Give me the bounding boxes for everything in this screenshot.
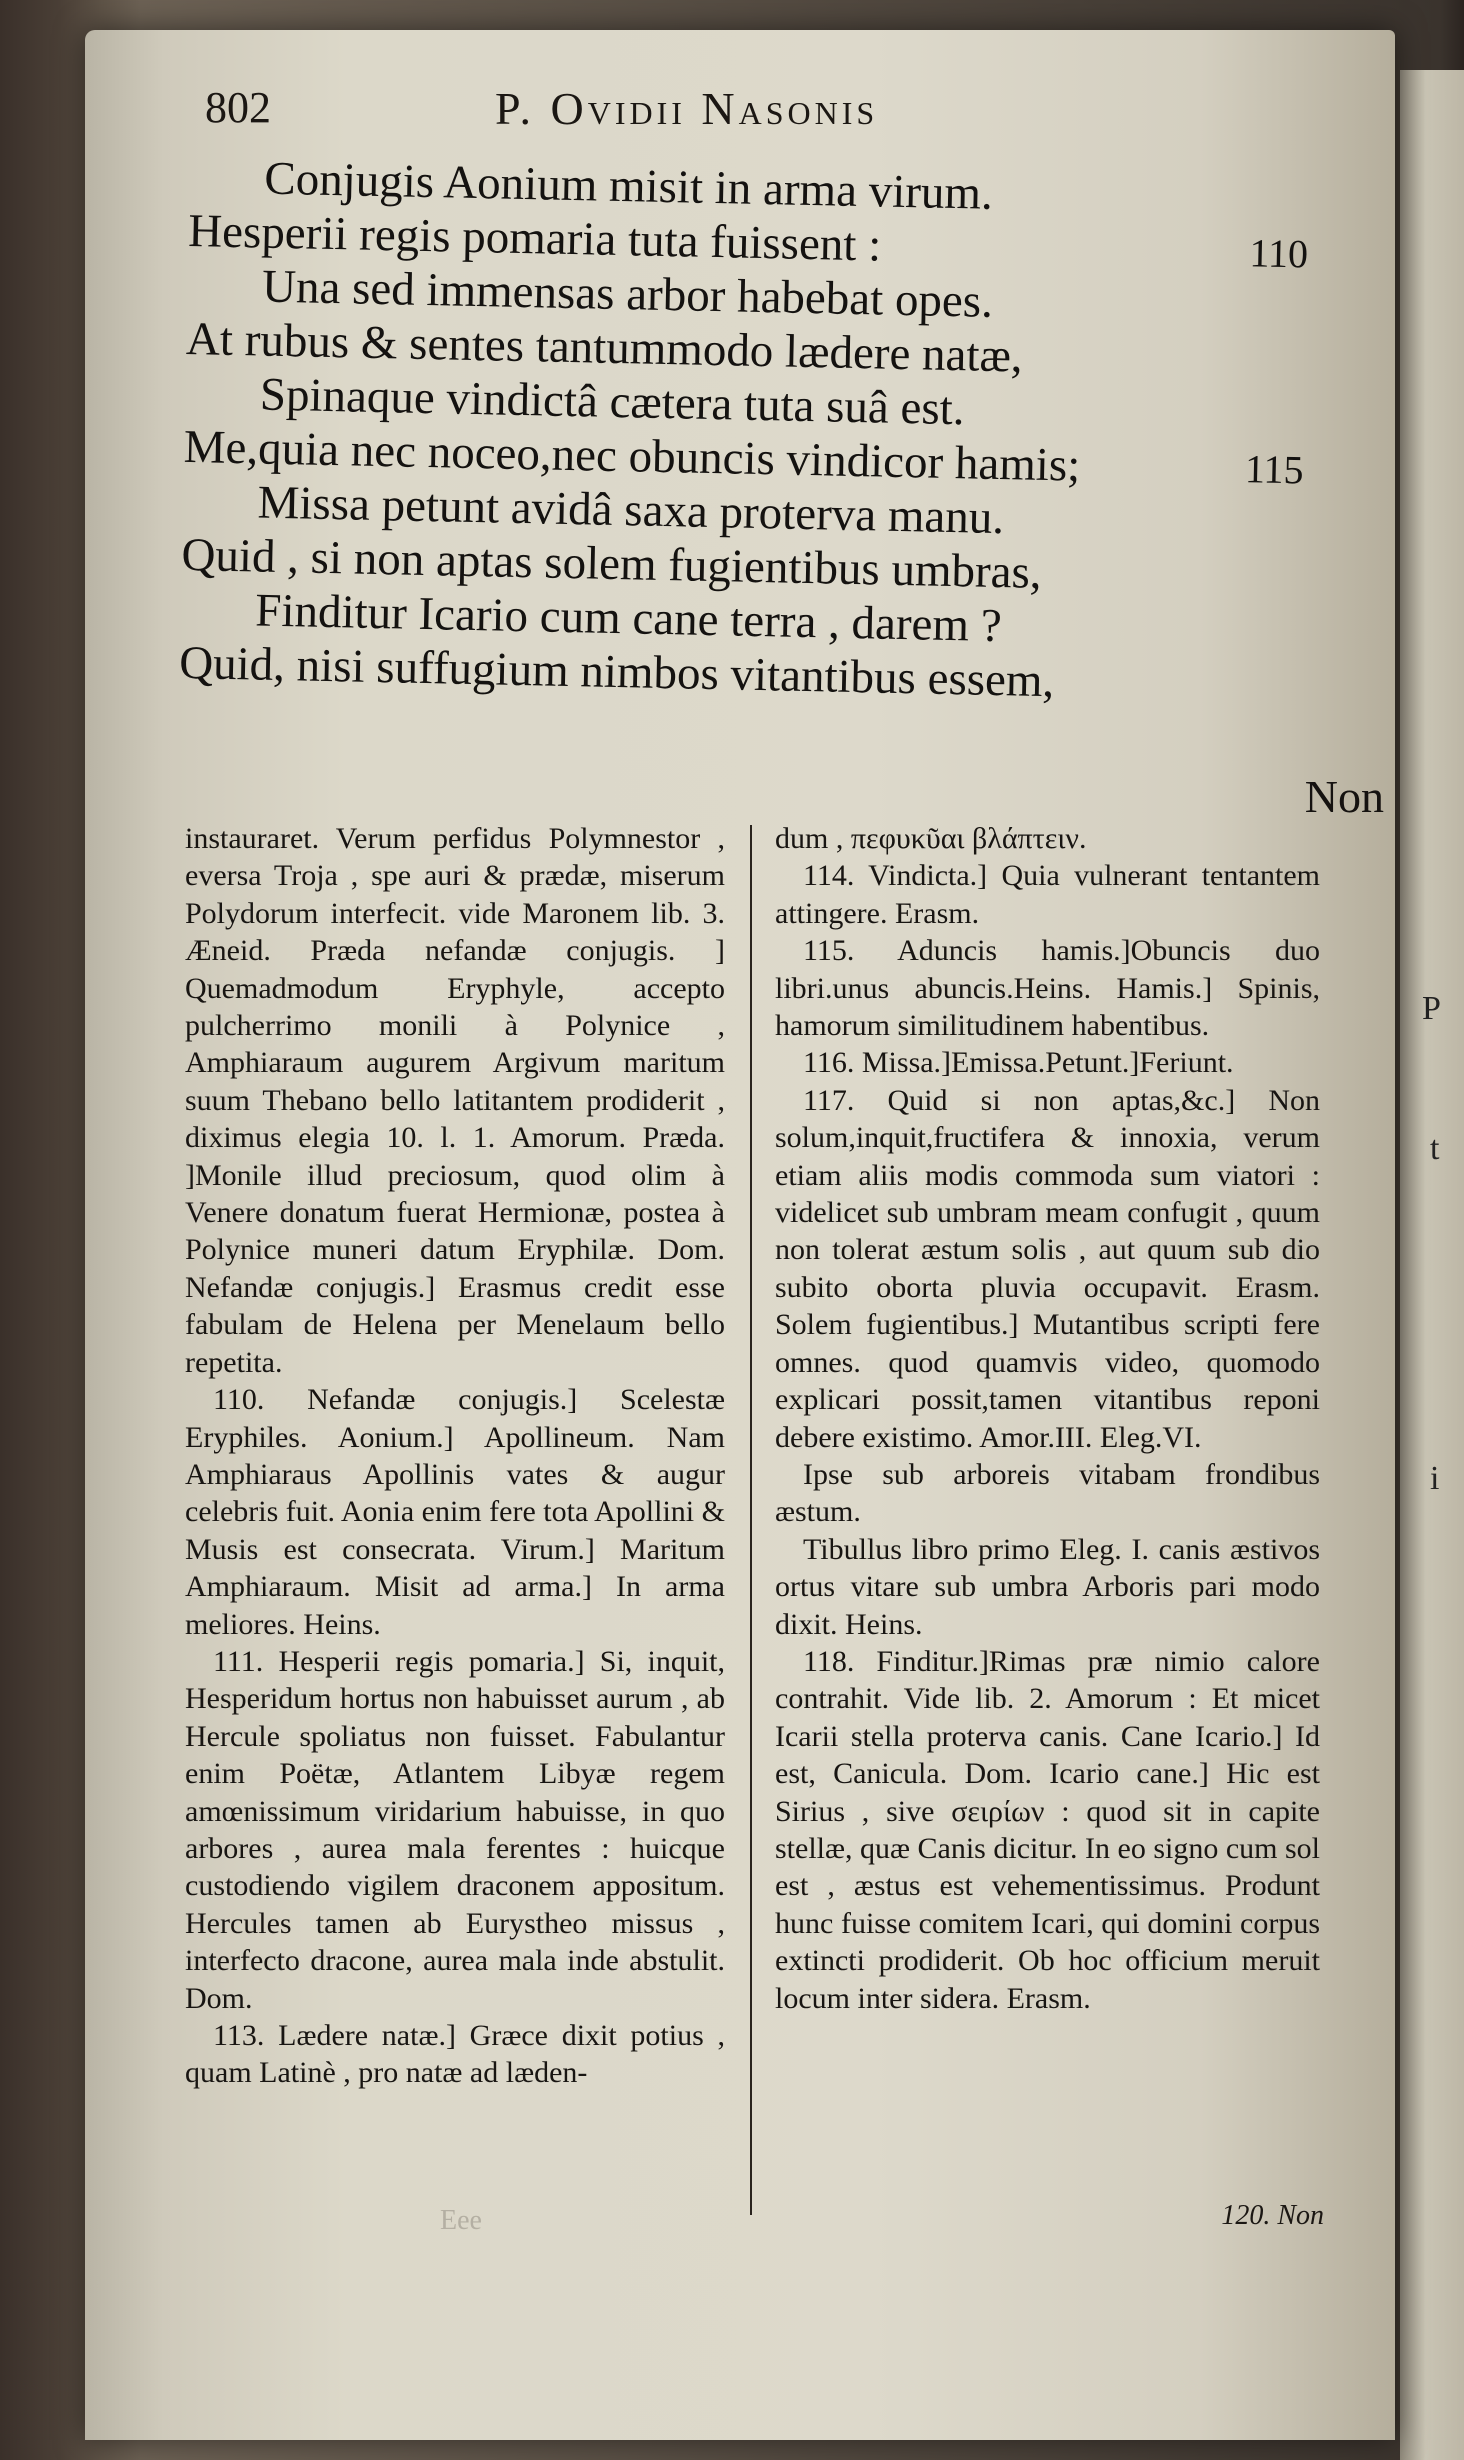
notes-column-left	[185, 820, 725, 2092]
note-paragraph: 114. Vindicta.] Quia vulnerant tentantem attingere. Erasm.	[775, 859, 1320, 930]
note-paragraph: Ipse sub arboreis vitabam frondibus æstum.	[775, 1457, 1320, 1529]
signature-mark: Eee	[440, 2205, 482, 2236]
verse-block	[178, 150, 1309, 713]
facing-page-edge: P t i	[1400, 70, 1464, 2460]
note-paragraph: 110. Nefandæ conjugis.] Scelestæ Eryphiles. Aonium.] Apollineum. Nam Amphiaraus Apollinis vates & augur celebris fuit. Aonia enim fere tota Apollini & Musis est consecrata. Virum.] Maritum Amphiaraum. Misit ad arma.] In arma meliores. Heins.	[185, 1383, 725, 1641]
line-number: 110	[1249, 230, 1309, 277]
note-paragraph: 115. Aduncis hamis.]Obuncis duo libri.unus abuncis.Heins. Hamis.] Spinis, hamorum similitudinem habentibus.	[775, 934, 1320, 1043]
page-number: 802	[205, 83, 271, 132]
note-paragraph: 118. Finditur.]Rimas præ nimio calore contrahit. Vide lib. 2. Amorum : Et micet Icarii stella proterva canis. Cane Icario.] Id est, Canicula. Dom. Icario cane.] Hic est Sirius , sive σειρίων : quod sit in capite stellæ, quæ Canis dicitur. In eo signo cum sol est , æstus est vehementissimus. Produnt hunc fuisse comitem Icari, qui domini corpus extincti prodiderit. Ob hoc officium meruit locum inter sidera. Erasm.	[775, 1644, 1320, 2015]
verse-text: Quid, nisi suffugium nimbos vitantibus essem,	[178, 636, 1055, 708]
verse-text: Missa petunt avidâ saxa proterva manu.	[257, 476, 1005, 545]
note-paragraph: dum , πεφυκῦαι βλάπτειν.	[775, 822, 1087, 855]
line-number: 115	[1244, 446, 1305, 493]
page-header	[205, 82, 1295, 142]
verse-text: At rubus & sentes tantummodo lædere natæ,	[185, 312, 1024, 383]
verse-text: Hesperii regis pomaria tuta fuissent :	[187, 204, 882, 272]
note-paragraph: 116. Missa.]Emissa.Petunt.]Feriunt.	[803, 1046, 1234, 1080]
note-paragraph: 113. Lædere natæ.] Græce dixit potius , quam Latinè , pro natæ ad læden-	[185, 2019, 725, 2090]
note-paragraph: 117. Quid si non aptas,&c.] Non solum,inquit,fructifera & innoxia, verum etiam aliis modis commoda sum viatori : videlicet sub umbram meam confugit , quum non tolerat æstum solis , aut quum sub dio subito oborta pluvia occupavit. Erasm. Solem fugientibus.] Mutantibus scripti fere omnes. quod quamvis video, quomodo explicari possit,tamen vitantibus reponi debere existimo. Amor.III. Eleg.VI.	[775, 1083, 1320, 1454]
running-head: P. Ovidii Nasonis	[495, 83, 879, 134]
commentary-notes	[185, 820, 1320, 2210]
verse-text: Conjugis Aonium misit in arma virum.	[263, 152, 994, 220]
catchword-top: Non	[1304, 771, 1384, 822]
verse-text: Spinaque vindictâ cætera tuta suâ est.	[259, 368, 966, 436]
verse-text: Una sed immensas arbor habebat opes.	[261, 260, 994, 328]
catchword-bottom: 120. Non	[1221, 2200, 1324, 2231]
note-paragraph: instauraret. Verum perfidus Polymnestor , eversa Troja , spe auri & prædæ, miserum Polydorum interfecit. vide Maronem lib. 3. Æneid. Præda nefandæ conjugis. ] Quemadmodum Eryphyle, accepto pulcherrimo monili à Polynice , Amphiaraum augurem Argivum maritum suum Thebano bello latitantem prodiderit , diximus elegia 10. l. 1. Amorum. Præda. ]Monile illud preciosum, quod olim à Venere donatum fuerat Hermionæ, postea à Polynice muneri datum Eryphilæ. Dom. Nefandæ conjugis.] Erasmus credit esse fabulam de Helena per Menelaum bello repetita.	[185, 822, 725, 1379]
column-rule	[750, 825, 752, 2215]
verse-text: Quid , si non aptas solem fugientibus umbras,	[180, 528, 1043, 599]
verse-text: Finditur Icario cum cane terra , darem ?	[254, 584, 1003, 653]
note-paragraph: 111. Hesperii regis pomaria.] Si, inquit, Hesperidum hortus non habuisset aurum , ab Hercule spoliatus non fuisset. Fabulantur enim Poëtæ, Atlantem Libyæ regem amœnissimum viridarium habuisse, in quo arbores , aurea mala ferentes : huicque custodiendo vigilem draconem appositum. Hercules tamen ab Eurystheo missus , interfecto dracone, aurea mala inde abstulit. Dom.	[185, 1644, 725, 2015]
verse-text: Me,quia nec noceo,nec obuncis vindicor hamis;	[183, 420, 1081, 492]
notes-column-right	[775, 820, 1320, 2017]
note-paragraph: Tibullus libro primo Eleg. I. canis æstivos ortus vitare sub umbra Arboris pari modo dixit. Heins.	[775, 1532, 1320, 1641]
